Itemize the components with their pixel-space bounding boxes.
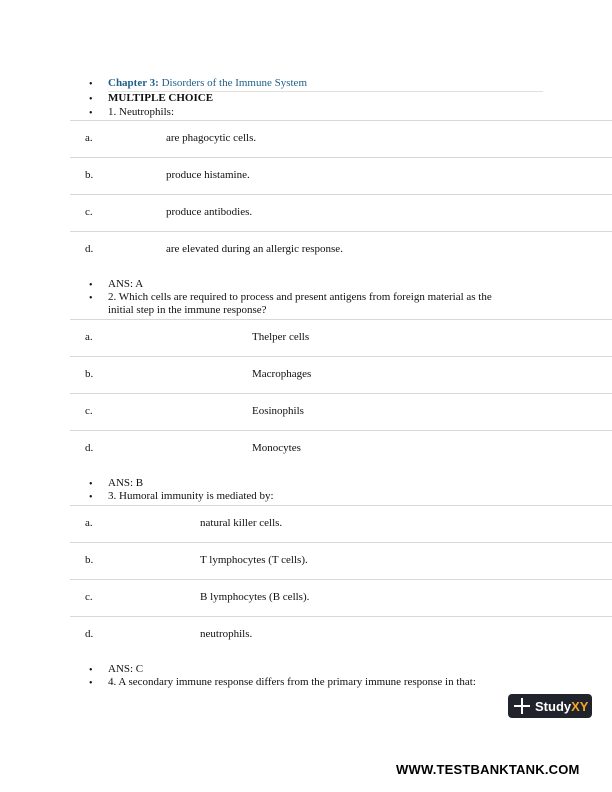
option-row — [70, 157, 612, 195]
question-3-answer: ANS: C — [108, 663, 144, 675]
option-row — [70, 505, 612, 543]
question-2-prompt-cont: initial step in the immune response? — [108, 304, 267, 316]
bullet: • — [89, 280, 93, 291]
bullet: • — [89, 479, 93, 490]
bullet: • — [89, 492, 93, 503]
option-text: Macrophages — [252, 368, 312, 380]
badge-brand: StudyXY — [535, 698, 589, 714]
option-letter: d. — [85, 243, 94, 255]
option-text: neutrophils. — [200, 628, 253, 640]
option-text: Monocytes — [252, 442, 301, 454]
footer-website: WWW.TESTBANKTANK.COM — [396, 762, 580, 777]
bullet: • — [89, 94, 93, 105]
bullet: • — [89, 108, 93, 119]
chapter-label: Chapter 3: — [108, 77, 159, 89]
option-letter: d. — [85, 442, 94, 454]
question-1-prompt: 1. Neutrophils: — [108, 106, 174, 118]
question-2-answer: ANS: B — [108, 477, 144, 489]
option-text: are phagocytic cells. — [166, 132, 257, 144]
option-row — [70, 393, 612, 431]
chapter-heading — [108, 77, 307, 89]
bullet: • — [89, 293, 93, 304]
option-row — [70, 542, 612, 580]
plus-icon — [514, 698, 530, 714]
option-row — [70, 231, 612, 269]
option-row — [70, 616, 612, 654]
option-letter: a. — [85, 331, 93, 343]
option-letter: a. — [85, 517, 93, 529]
option-row — [70, 579, 612, 617]
bullet: • — [89, 79, 93, 90]
option-letter: d. — [85, 628, 94, 640]
option-letter: b. — [85, 368, 94, 380]
option-row — [70, 356, 612, 394]
option-letter: a. — [85, 132, 93, 144]
question-1-answer: ANS: A — [108, 278, 144, 290]
option-text: Thelper cells — [252, 331, 310, 343]
option-text: are elevated during an allergic response. — [166, 243, 343, 255]
question-3-prompt: 3. Humoral immunity is mediated by: — [108, 490, 274, 502]
option-text: produce antibodies. — [166, 206, 253, 218]
option-letter: c. — [85, 405, 93, 417]
option-letter: b. — [85, 169, 94, 181]
studyxy-badge[interactable] — [508, 694, 592, 718]
option-text: produce histamine. — [166, 169, 250, 181]
option-row — [70, 319, 612, 357]
option-row — [70, 120, 612, 158]
option-text: Eosinophils — [252, 405, 304, 417]
question-4-prompt: 4. A secondary immune response differs from the primary immune response in that: — [108, 676, 476, 688]
option-row — [70, 430, 612, 468]
option-text: natural killer cells. — [200, 517, 283, 529]
option-row — [70, 194, 612, 232]
section-title: MULTIPLE CHOICE — [108, 92, 214, 104]
option-letter: c. — [85, 591, 93, 603]
option-text: B lymphocytes (B cells). — [200, 591, 310, 603]
option-letter: b. — [85, 554, 94, 566]
option-text: T lymphocytes (T cells). — [200, 554, 308, 566]
question-2-prompt: 2. Which cells are required to process and present antigens from foreign material as the — [108, 291, 492, 303]
option-letter: c. — [85, 206, 93, 218]
bullet: • — [89, 678, 93, 689]
bullet: • — [89, 665, 93, 676]
chapter-title: Disorders of the Immune System — [161, 77, 308, 89]
